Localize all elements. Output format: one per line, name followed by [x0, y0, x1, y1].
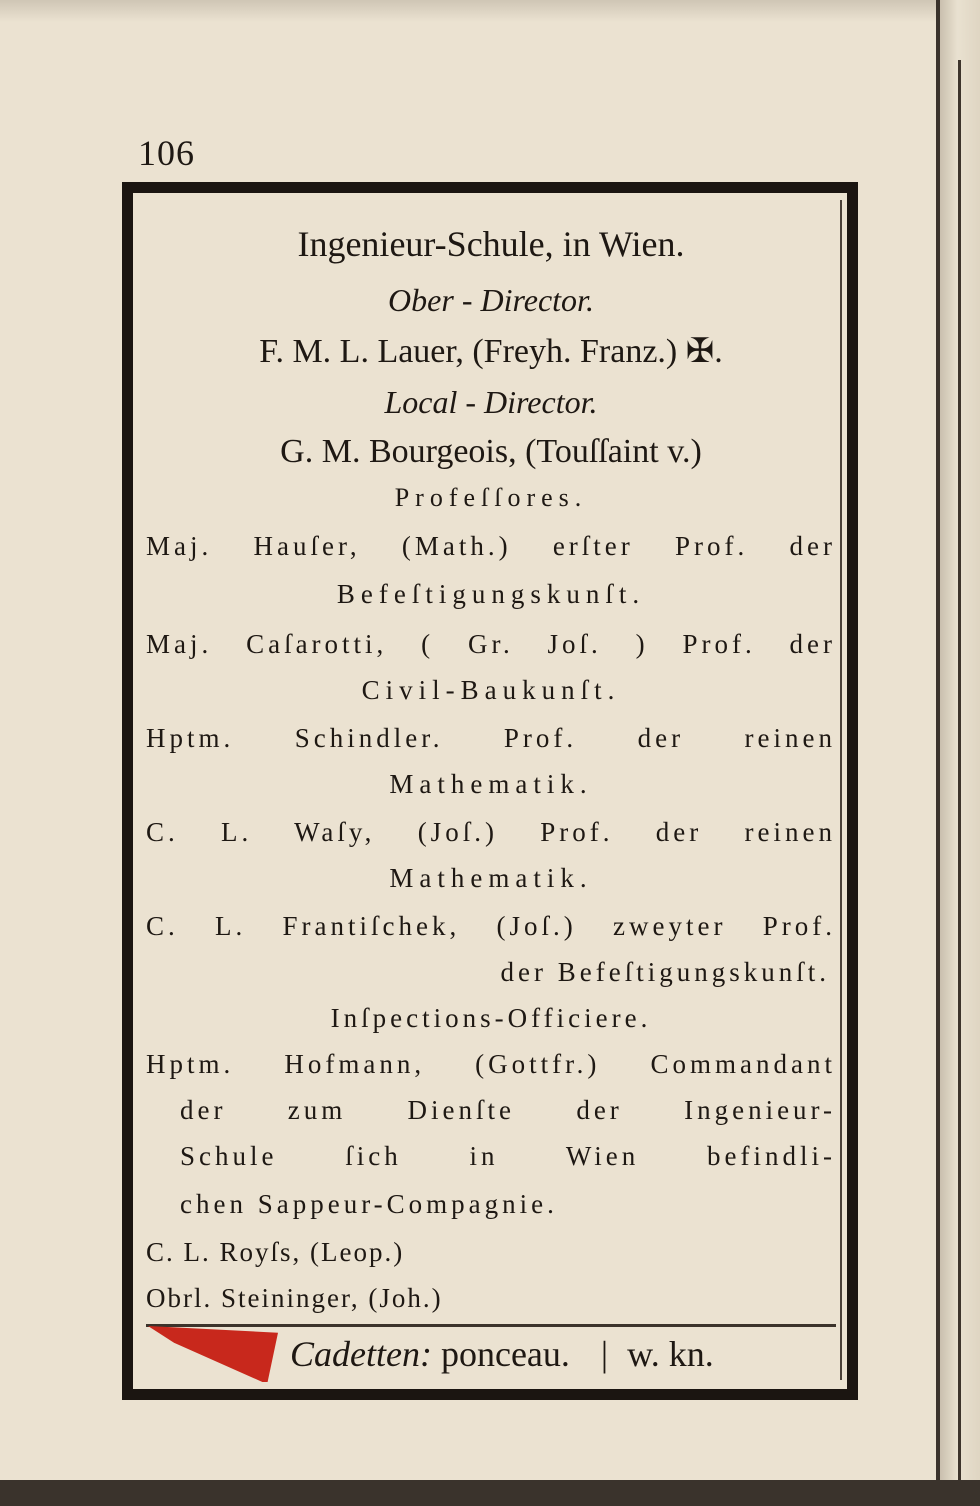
inspection-line: C. L. Royſs, (Leop.): [146, 1237, 405, 1267]
professores-heading: Profeſſores.: [394, 483, 588, 512]
footer-buttons-text: w. kn.: [627, 1334, 714, 1374]
professor-line: Mathematik.: [389, 863, 593, 893]
page-number: 106: [138, 133, 195, 173]
professor-line: Maj. Caſarotti, ( Gr. Joſ. ) Prof. der: [146, 629, 836, 659]
inspection-line: Obrl. Steininger, (Joh.): [146, 1283, 443, 1313]
uniform-footer: [290, 1332, 830, 1376]
footer-label: Cadetten:: [290, 1334, 432, 1374]
page-title: Ingenieur-Schule, in Wien.: [297, 224, 685, 264]
inspection-line: der zum Dienſte der Ingenieur-: [180, 1095, 836, 1125]
professor-line: der Befeſtigungskunſt.: [500, 957, 830, 987]
professor-line: Hptm. Schindler. Prof. der reinen: [146, 723, 836, 753]
professor-line: Mathematik.: [389, 769, 593, 799]
professor-line: C. L. Frantiſchek, (Joſ.) zweyter Prof.: [146, 911, 836, 941]
inspection-line: Schule ſich in Wien befindli-: [180, 1141, 836, 1171]
ober-director-entry: F. M. L. Lauer, (Freyh. Franz.) ✠.: [259, 333, 723, 370]
professor-line: Civil-Baukunſt.: [361, 675, 621, 705]
scan-bottom-edge: [0, 1480, 980, 1506]
professor-line: Maj. Hauſer, (Math.) erſter Prof. der: [146, 531, 836, 561]
footer-separator: |: [600, 1334, 609, 1374]
facing-page-edge: [936, 0, 980, 1506]
footer-color-text: ponceau.: [440, 1334, 570, 1374]
inspection-line: Hptm. Hofmann, (Gottfr.) Commandant: [146, 1049, 836, 1079]
ober-director-heading: Ober - Director.: [388, 282, 594, 318]
inspection-line: chen Sappeur-Compagnie.: [180, 1189, 558, 1219]
professor-line: Befeſtigungskunſt.: [336, 579, 646, 609]
local-director-entry: G. M. Bourgeois, (Touſſaint v.): [280, 433, 702, 470]
footer-rule: [146, 1324, 836, 1327]
inspections-heading: Inſpections-Officiere.: [330, 1003, 652, 1033]
professor-line: C. L. Waſy, (Joſ.) Prof. der reinen: [146, 817, 836, 847]
local-director-heading: Local - Director.: [384, 384, 598, 420]
facing-page-rule: [958, 60, 961, 1480]
page-top-shadow: [0, 0, 936, 22]
